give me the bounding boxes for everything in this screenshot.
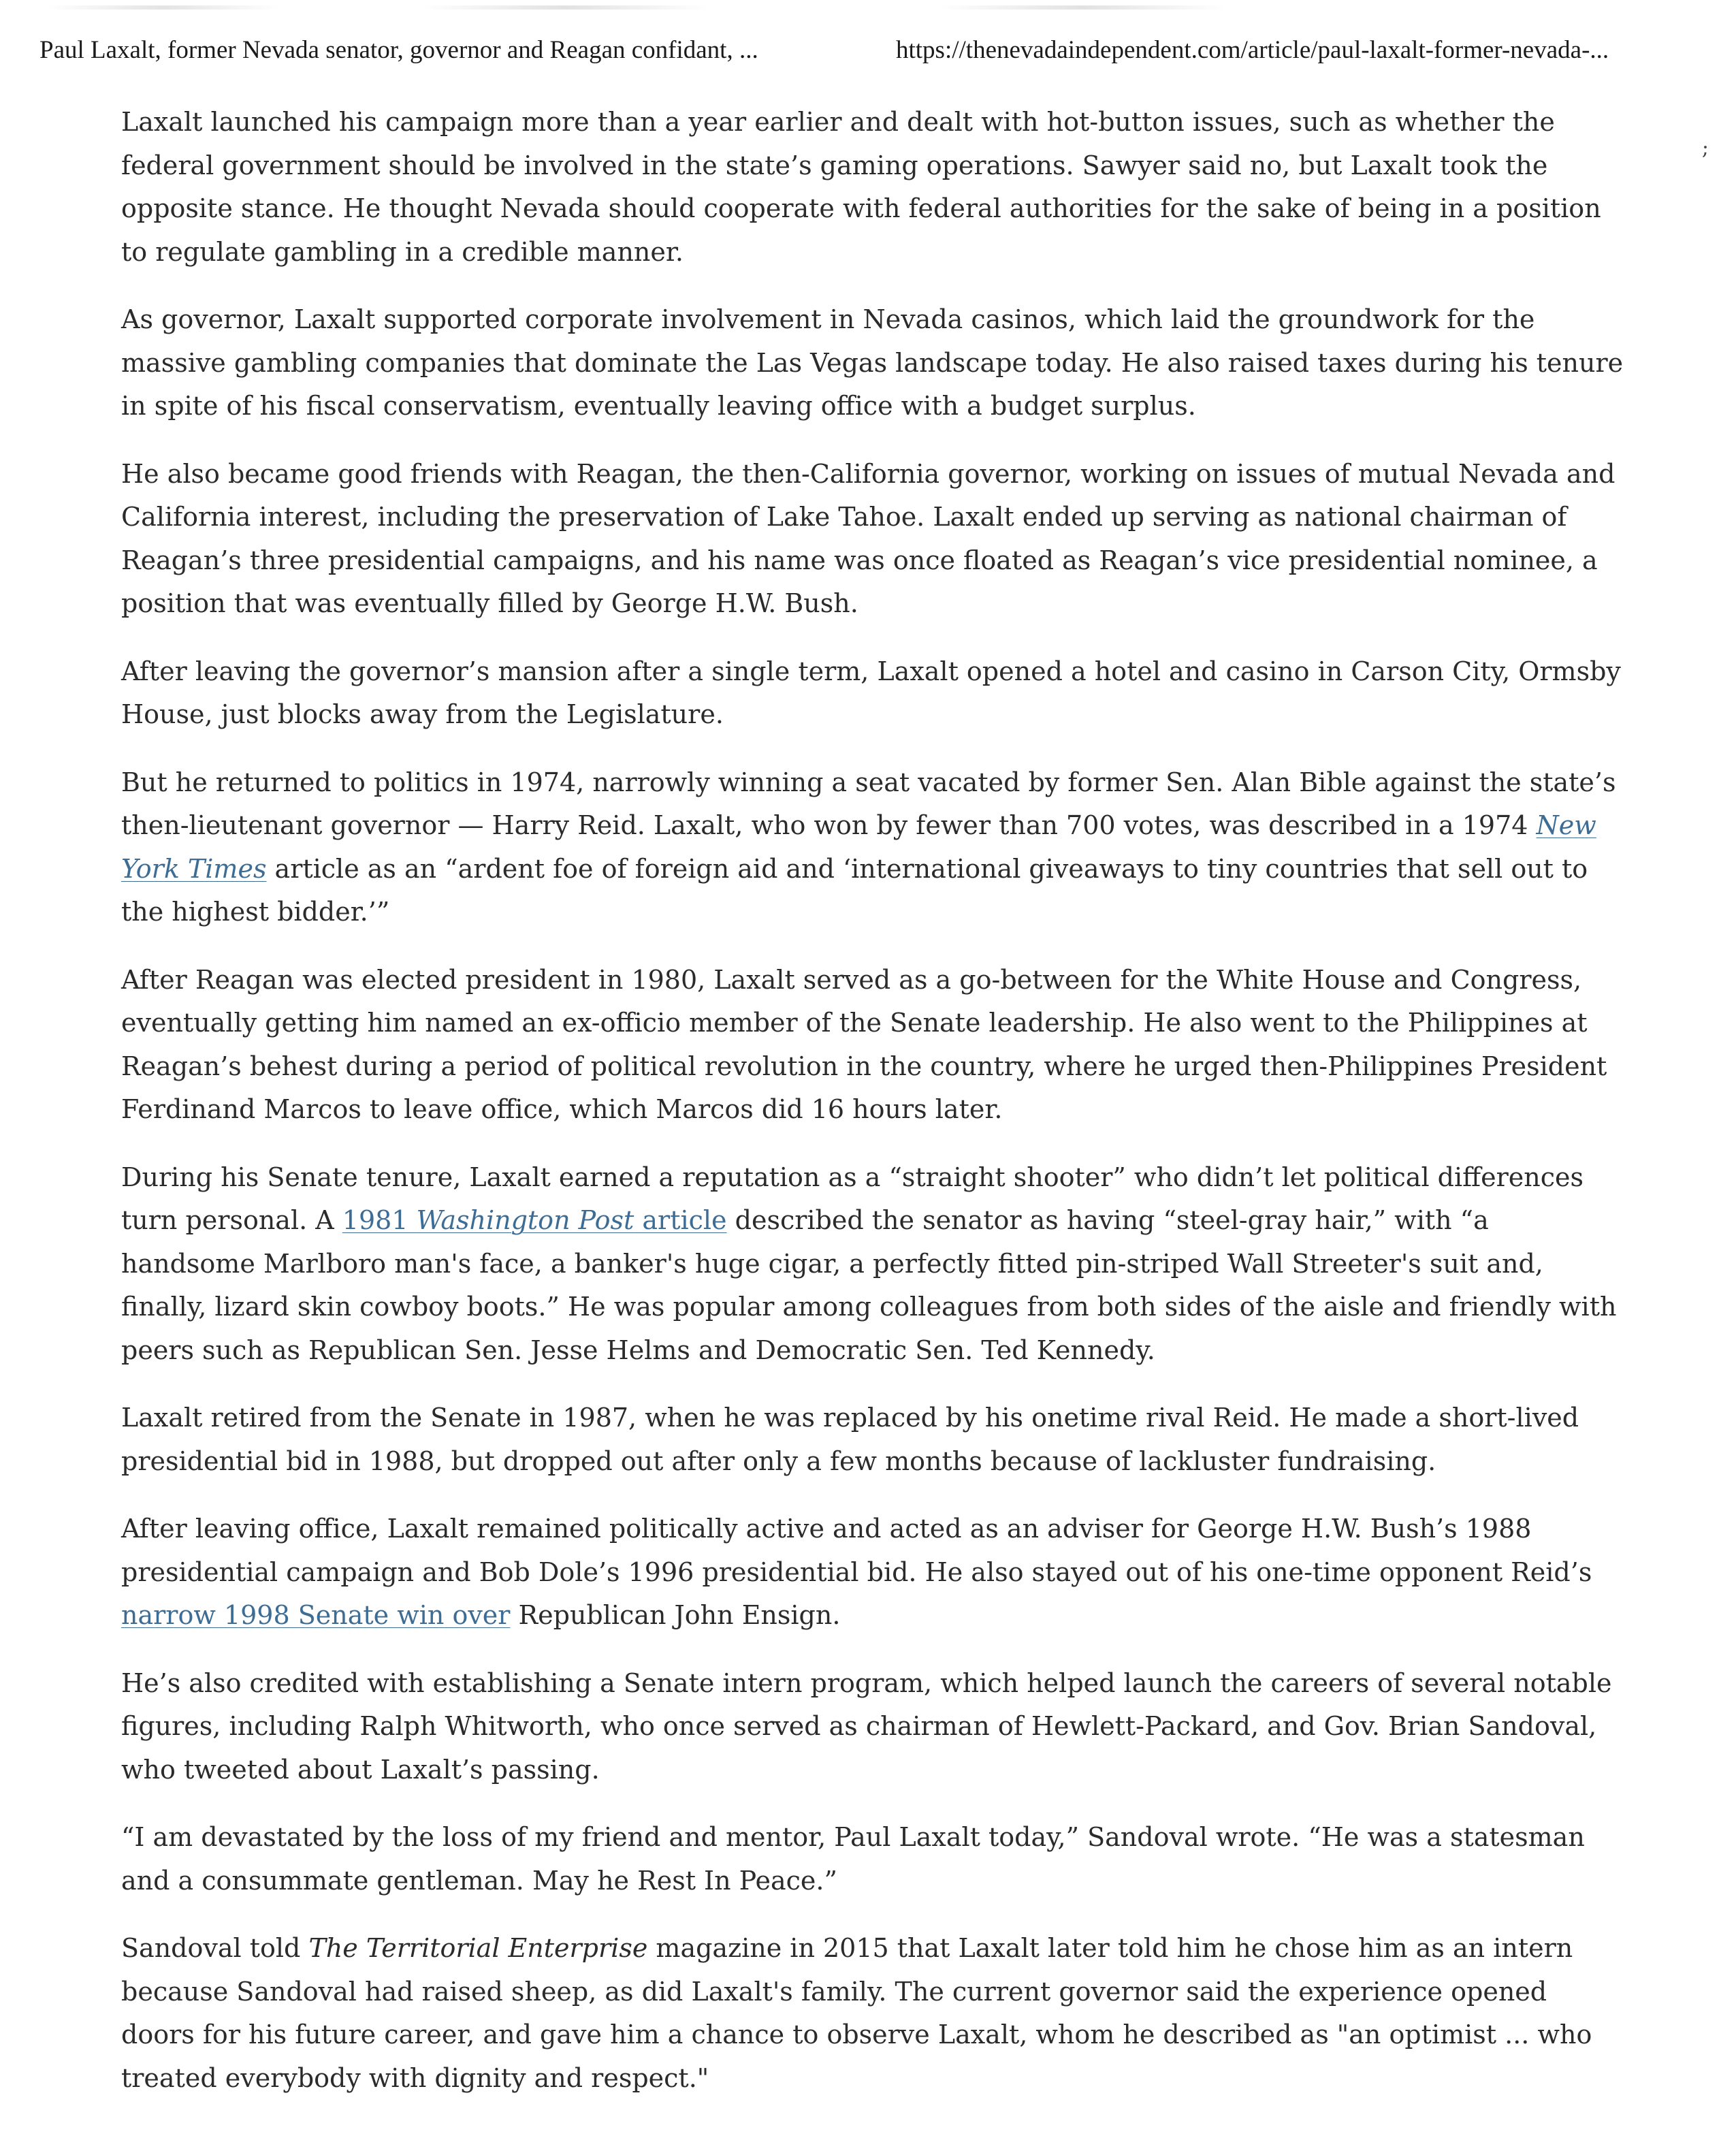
paragraph-text: article as an “ardent foe of foreign aid and ‘international giveaways to tiny countries that sell out to the highest bidder.’” <box>121 853 1588 927</box>
paragraph <box>121 761 1626 934</box>
paragraph <box>121 1927 1626 2100</box>
paragraph-text: Republican John Ensign. <box>510 1600 841 1630</box>
paragraph-text: But he returned to politics in 1974, narrowly winning a seat vacated by former Sen. Alan Bible against the state’s then-lieutenant governor — Harry Reid. Laxalt, who won by fewer than 700 votes, was described in a 1974 <box>121 767 1616 840</box>
paragraph: As governor, Laxalt supported corporate involvement in Nevada casinos, which laid the groundwork for the massive gambling companies that dominate the Las Vegas landscape today. He also raised taxes during his tenure in spite of his fiscal conservatism, eventually leaving office with a budget surplus. <box>121 304 1624 421</box>
link-text: article <box>634 1205 727 1235</box>
paragraph <box>121 1156 1626 1373</box>
paragraph-text: During his Senate tenure, Laxalt earned a reputation as a “straight shooter” who didn’t let political differences turn personal. A <box>121 1162 1584 1235</box>
scan-artifact <box>48 5 279 10</box>
washington-post-article-link[interactable] <box>342 1205 727 1235</box>
print-header-url[interactable]: https://thenevadaindependent.com/article/paul-laxalt-former-nevada-... <box>896 36 1609 64</box>
nyt-article-link[interactable]: New York Times <box>121 810 1596 884</box>
scan-artifact <box>939 5 1225 10</box>
paragraph: “I am devastated by the loss of my friend and mentor, Paul Laxalt today,” Sandoval wrote. “He was a statesman and a consummate gentleman. May he Rest In Peace.” <box>121 1822 1585 1896</box>
link-text: Washington Post <box>416 1205 634 1235</box>
print-header-title: Paul Laxalt, former Nevada senator, governor and Reagan confidant, ... <box>39 36 758 64</box>
magazine-title: The Territorial Enterprise <box>308 1933 648 1963</box>
paragraph-text: magazine in 2015 that Laxalt later told him he chose him as an intern because Sandoval had raised sheep, as did Laxalt's family. The current governor said the experience opened doors for his future career, and gave him a chance to observe Laxalt, whom he described as "an optimist ... who treated everybody with dignity and respect." <box>121 1933 1592 2093</box>
senate-race-link[interactable]: narrow 1998 Senate win over <box>121 1600 511 1630</box>
paragraph-text: Sandoval told <box>121 1933 309 1963</box>
scan-mark: ; <box>1701 136 1709 160</box>
paragraph: He’s also credited with establishing a Senate intern program, which helped launch the careers of several notable figures, including Ralph Whitworth, who once served as chairman of Hewlett-Packard, and Gov. Brian Sandoval, who tweeted about Laxalt’s passing. <box>121 1668 1612 1785</box>
paragraph: After leaving the governor’s mansion after a single term, Laxalt opened a hotel and casino in Carson City, Ormsby House, just blocks away from the Legislature. <box>121 656 1621 729</box>
paragraph: After Reagan was elected president in 1980, Laxalt served as a go-between for the White House and Congress, eventually getting him named an ex-officio member of the Senate leadership. He also went to the Philippines at Reagan’s behest during a period of political revolution in the country, where he urged then-Philippines President Ferdinand Marcos to leave office, which Marcos did 16 hours later. <box>121 964 1607 1124</box>
paragraph-text: After leaving office, Laxalt remained politically active and acted as an adviser for George H.W. Bush’s 1988 presidential campaign and Bob Dole’s 1996 presidential bid. He also stayed out of his one-time opponent Reid’s <box>121 1514 1592 1587</box>
paragraph: He also became good friends with Reagan, the then-California governor, working on issues of mutual Nevada and California interest, including the preservation of Lake Tahoe. Laxalt ended up serving as national chairman of Reagan’s three presidential campaigns, and his name was once floated as Reagan’s vice presidential nominee, a position that was eventually filled by George H.W. Bush. <box>121 458 1616 618</box>
article-body <box>121 101 1626 2124</box>
paragraph-text: described the senator as having “steel-gray hair,” with “a handsome Marlboro man's face, a banker's huge cigar, a perfectly fitted pin-striped Wall Streeter's suit and, finally, lizard skin cowboy boots.” He was popular among colleagues from both sides of the aisle and friendly with peers such as Republican Sen. Jesse Helms and Democratic Sen. Ted Kennedy. <box>121 1205 1617 1365</box>
paragraph <box>121 1508 1626 1638</box>
paragraph: Laxalt launched his campaign more than a year earlier and dealt with hot-button issues, such as whether the federal government should be involved in the state’s gaming operations. Sawyer said no, but Laxalt took the opposite stance. He thought Nevada should cooperate with federal authorities for the sake of being in a position to regulate gambling in a credible manner. <box>121 107 1601 267</box>
scan-artifact <box>422 5 708 10</box>
link-text: 1981 <box>342 1205 417 1235</box>
paragraph: Laxalt retired from the Senate in 1987, when he was replaced by his onetime rival Reid. He made a short-lived presidential bid in 1988, but dropped out after only a few months because of lackluster fundraising. <box>121 1403 1579 1476</box>
